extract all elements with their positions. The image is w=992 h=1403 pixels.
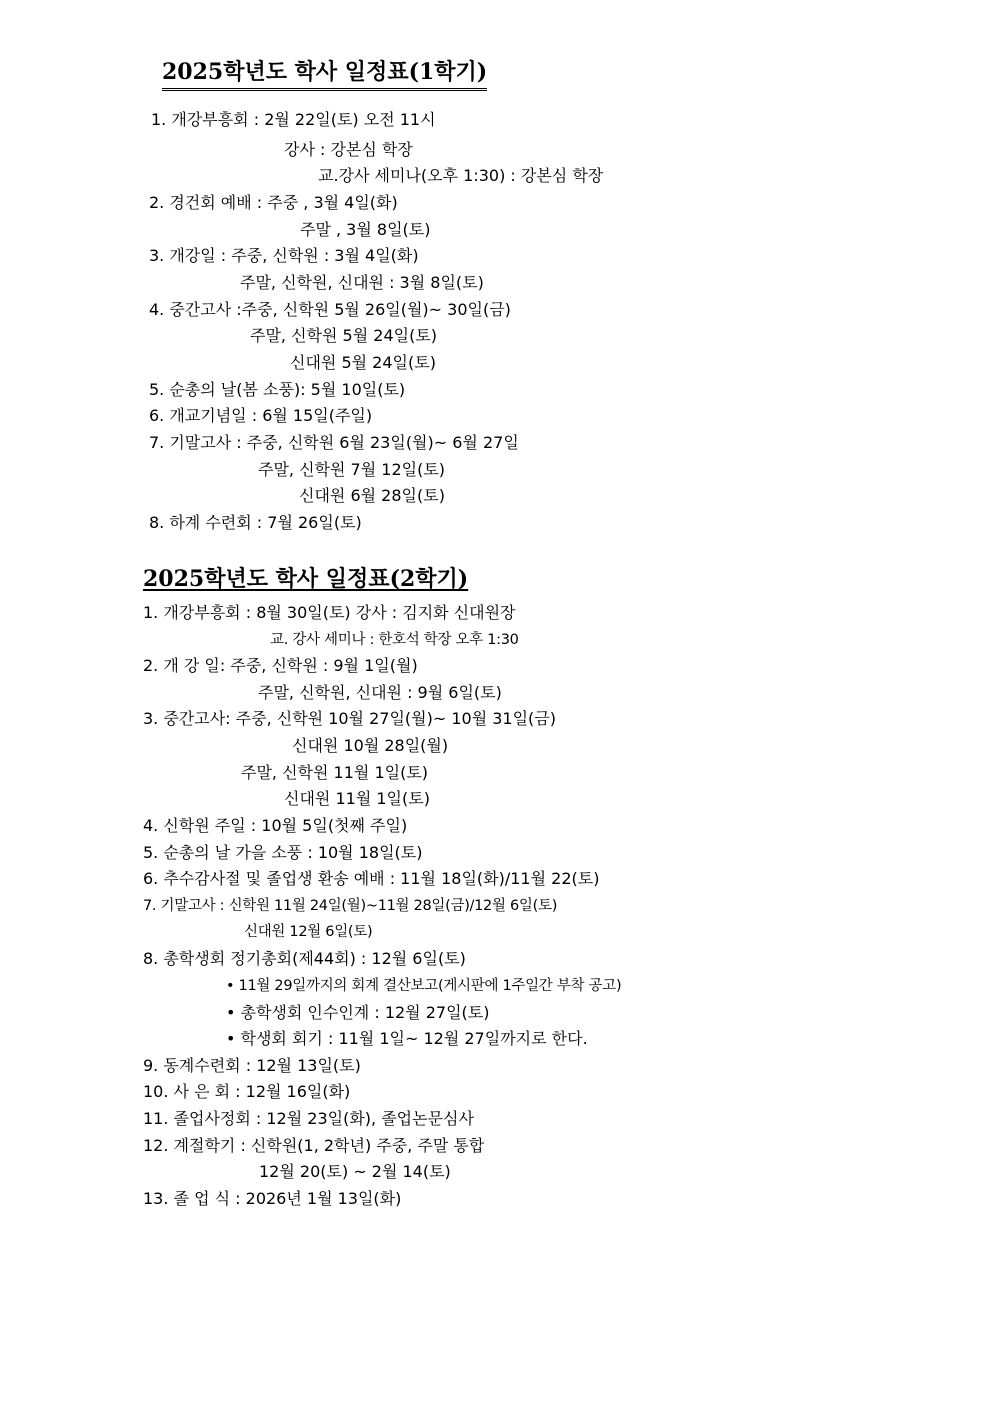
s2-line-11: 6. 추수감사절 및 졸업생 환송 예배 : 11월 18일(화)/11월 22(토) — [143, 869, 600, 888]
s1-line-14: 주말, 신학원 7월 12일(토) — [258, 460, 446, 479]
s1-line-6: 3. 개강일 : 주중, 신학원 : 3월 4일(화) — [149, 246, 419, 265]
s1-line-3: 교.강사 세미나(오후 1:30) : 강본심 학장 — [318, 166, 604, 185]
s2-line-4: 주말, 신학원, 신대원 : 9월 6일(토) — [258, 683, 502, 702]
s2-line-6: 신대원 10월 28일(월) — [292, 736, 449, 755]
s2-line-17: 11. 졸업사정회 : 12월 23일(화), 졸업논문심사 — [143, 1109, 474, 1128]
semester2-title: 2025학년도 학사 일정표(2학기) — [143, 566, 469, 592]
s1-line-2: 강사 : 강본심 학장 — [284, 140, 413, 159]
s1-line-4: 2. 경건회 예배 : 주중 , 3월 4일(화) — [149, 193, 398, 212]
s2-bullet-1: • 11월 29일까지의 회계 결산보고(게시판에 1주일간 부착 공고) — [226, 978, 622, 994]
s2-line-12: 7. 기말고사 : 신학원 11월 24일(월)~11월 28일(금)/12월 6일(토) — [143, 898, 558, 914]
s2-line-15: 9. 동계수련회 : 12월 13일(토) — [143, 1056, 361, 1075]
s2-line-9: 4. 신학원 주일 : 10월 5일(첫째 주일) — [143, 816, 408, 835]
semester1-title: 2025학년도 학사 일정표(1학기) — [162, 58, 487, 91]
s1-line-7: 주말, 신학원, 신대원 : 3월 8일(토) — [240, 273, 484, 292]
s2-bullet-3: • 학생회 회기 : 11월 1일~ 12월 27일까지로 한다. — [226, 1029, 588, 1048]
s1-line-12: 6. 개교기념일 : 6월 15일(주일) — [149, 406, 373, 425]
s2-line-19: 12월 20(토) ~ 2월 14(토) — [259, 1162, 451, 1181]
s2-line-13: 신대원 12월 6일(토) — [244, 924, 373, 940]
s1-line-11: 5. 순총의 날(봄 소풍): 5월 10일(토) — [149, 380, 406, 399]
s1-line-5: 주말 , 3월 8일(토) — [300, 220, 431, 239]
s2-line-16: 10. 사 은 회 : 12월 16일(화) — [143, 1082, 351, 1101]
s1-line-16: 8. 하계 수련회 : 7월 26일(토) — [149, 513, 362, 532]
s2-line-3: 2. 개 강 일: 주중, 신학원 : 9월 1일(월) — [143, 656, 418, 675]
s2-line-8: 신대원 11월 1일(토) — [284, 789, 430, 808]
s2-line-2: 교. 강사 세미나 : 한호석 학장 오후 1:30 — [270, 632, 519, 648]
s2-line-10: 5. 순총의 날 가을 소풍 : 10월 18일(토) — [143, 843, 423, 862]
s1-line-9: 주말, 신학원 5월 24일(토) — [250, 326, 438, 345]
s2-line-20: 13. 졸 업 식 : 2026년 1월 13일(화) — [143, 1189, 402, 1208]
s2-line-5: 3. 중간고사: 주중, 신학원 10월 27일(월)~ 10월 31일(금) — [143, 709, 556, 728]
s1-line-13: 7. 기말고사 : 주중, 신학원 6월 23일(월)~ 6월 27일 — [149, 433, 519, 452]
s2-line-18: 12. 계절학기 : 신학원(1, 2학년) 주중, 주말 통합 — [143, 1136, 485, 1155]
s2-line-7: 주말, 신학원 11월 1일(토) — [241, 763, 429, 782]
s1-line-15: 신대원 6월 28일(토) — [299, 486, 445, 505]
s1-line-8: 4. 중간고사 :주중, 신학원 5월 26일(월)~ 30일(금) — [149, 300, 511, 319]
s1-line-10: 신대원 5월 24일(토) — [290, 353, 436, 372]
s1-line-1: 1. 개강부흥회 : 2월 22일(토) 오전 11시 — [151, 110, 436, 129]
s2-bullet-2: • 총학생회 인수인계 : 12월 27일(토) — [226, 1003, 490, 1022]
s2-line-1: 1. 개강부흥회 : 8월 30일(토) 강사 : 김지화 신대원장 — [143, 603, 516, 622]
s2-line-14: 8. 총학생회 정기총회(제44회) : 12월 6일(토) — [143, 949, 466, 968]
